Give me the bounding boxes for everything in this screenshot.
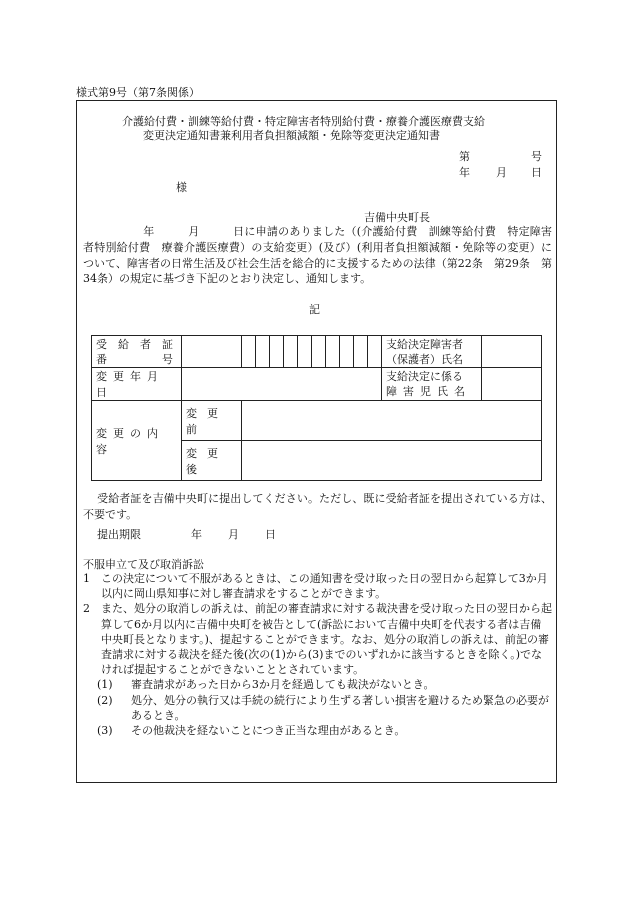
deadline-day: 日 [265,528,276,541]
ki-heading: 記 [309,303,320,316]
notice-body [83,224,552,287]
addressee-suffix: 様 [176,181,187,194]
recipient-number-cell-7 [312,336,326,368]
appeal-title: 不服申立て及び取消訴訟 [83,558,204,571]
appeal-subitem-2: (2) 処分、処分の執行又は手続の続行により生ずる著しい損害を避けるため緊急の必要があるとき。 [97,693,549,722]
recipient-number-cell-11 [368,336,382,368]
date-month: 月 [496,166,507,179]
disabled-person-name-label: 支給決定障害者 （保護者）氏名 [382,336,482,368]
body-date-month: 月 [188,225,200,238]
body-text: 日に申請のありました（(介護給付費 訓練等給付費 特定障害者特別給付費 療養介護医療費）の支給変更）(及び）(利用者負担額減額・免除等の変更）について、障害者の日常生活及び社会生活を総合的に支援するための法律（第22条 第29条 第34条）の規定に基づき下記のとおり決定し、通知します。 [83,225,553,286]
detail-table [91,335,542,481]
issuer: 吉備中央町長 [364,211,430,224]
title-line-1: 介護給付費・訓練等給付費・特定障害者特別給付費・療養介護医療費支給 [122,115,485,128]
recipient-number-cell-8 [326,336,340,368]
change-date-label: 変更年月日 [92,368,182,401]
date-day: 日 [531,166,542,179]
child-name-value [482,368,542,401]
after-value [242,441,542,481]
appeal-item-1: 1 この決定について不服があるときは、この通知書を受け取った日の翌日から起算して3か月以内に岡山県知事に対し審査請求をすることができます。 [83,572,548,601]
appeal-subitem-3: (3) その他裁決を経ないことにつき正当な理由があるとき。 [97,724,406,738]
recipient-number-cell-2 [242,336,256,368]
deadline-row [97,526,276,542]
before-label: 変更前 [182,401,242,441]
title-line-2: 変更決定通知書兼利用者負担額減額・免除等変更決定通知書 [143,129,440,142]
date-year: 年 [459,166,470,179]
number-suffix: 号 [531,150,542,163]
number-prefix: 第 [459,150,470,163]
form-id: 様式第9号（第7条関係） [76,86,200,99]
child-name-label: 支給決定に係る 障害児氏名 [382,368,482,401]
disabled-person-name-value [482,336,542,368]
appeal-item-2: 2 また、処分の取消しの訴えは、前記の審査請求に対する裁決書を受け取った日の翌日から起算して6か月以内に吉備中央町を被告として(訴訟において吉備中央町を代表する者は吉備中央町長となります。)、提起することができます。なお、処分の取消しの訴えは、前記の審査請求に対する裁決を経た後(次の(1)から(3)までのいずれかに該当するときを除く。)でなければ提起することができないこととされています。 [83,602,552,677]
document-frame [76,100,557,783]
after-label: 変更後 [182,441,242,481]
appeal-subitem-1: (1) 審査請求があった日から3か月を経過しても裁決がないとき。 [97,678,435,692]
deadline-year: 年 [191,528,202,541]
recipient-number-cell-10 [354,336,368,368]
submission-notice: 受給者証を吉備中央町に提出してください。ただし、既に受給者証を提出されている方は、不要です。 [83,492,552,521]
before-value [242,401,542,441]
change-content-label: 変更の内容 [92,401,182,481]
recipient-number-cell-4 [270,336,284,368]
recipient-number-label: 受 給 者 証 番 号 [92,336,182,368]
recipient-number-cell-1 [182,336,242,368]
recipient-number-cell-6 [298,336,312,368]
recipient-number-cell-3 [256,336,270,368]
deadline-label: 提出期限 [97,528,141,541]
body-date-year: 年 [143,225,155,238]
recipient-number-cell-5 [284,336,298,368]
appeal-section [83,571,552,738]
recipient-number-cell-9 [340,336,354,368]
change-date-value [182,368,382,401]
deadline-month: 月 [228,528,239,541]
